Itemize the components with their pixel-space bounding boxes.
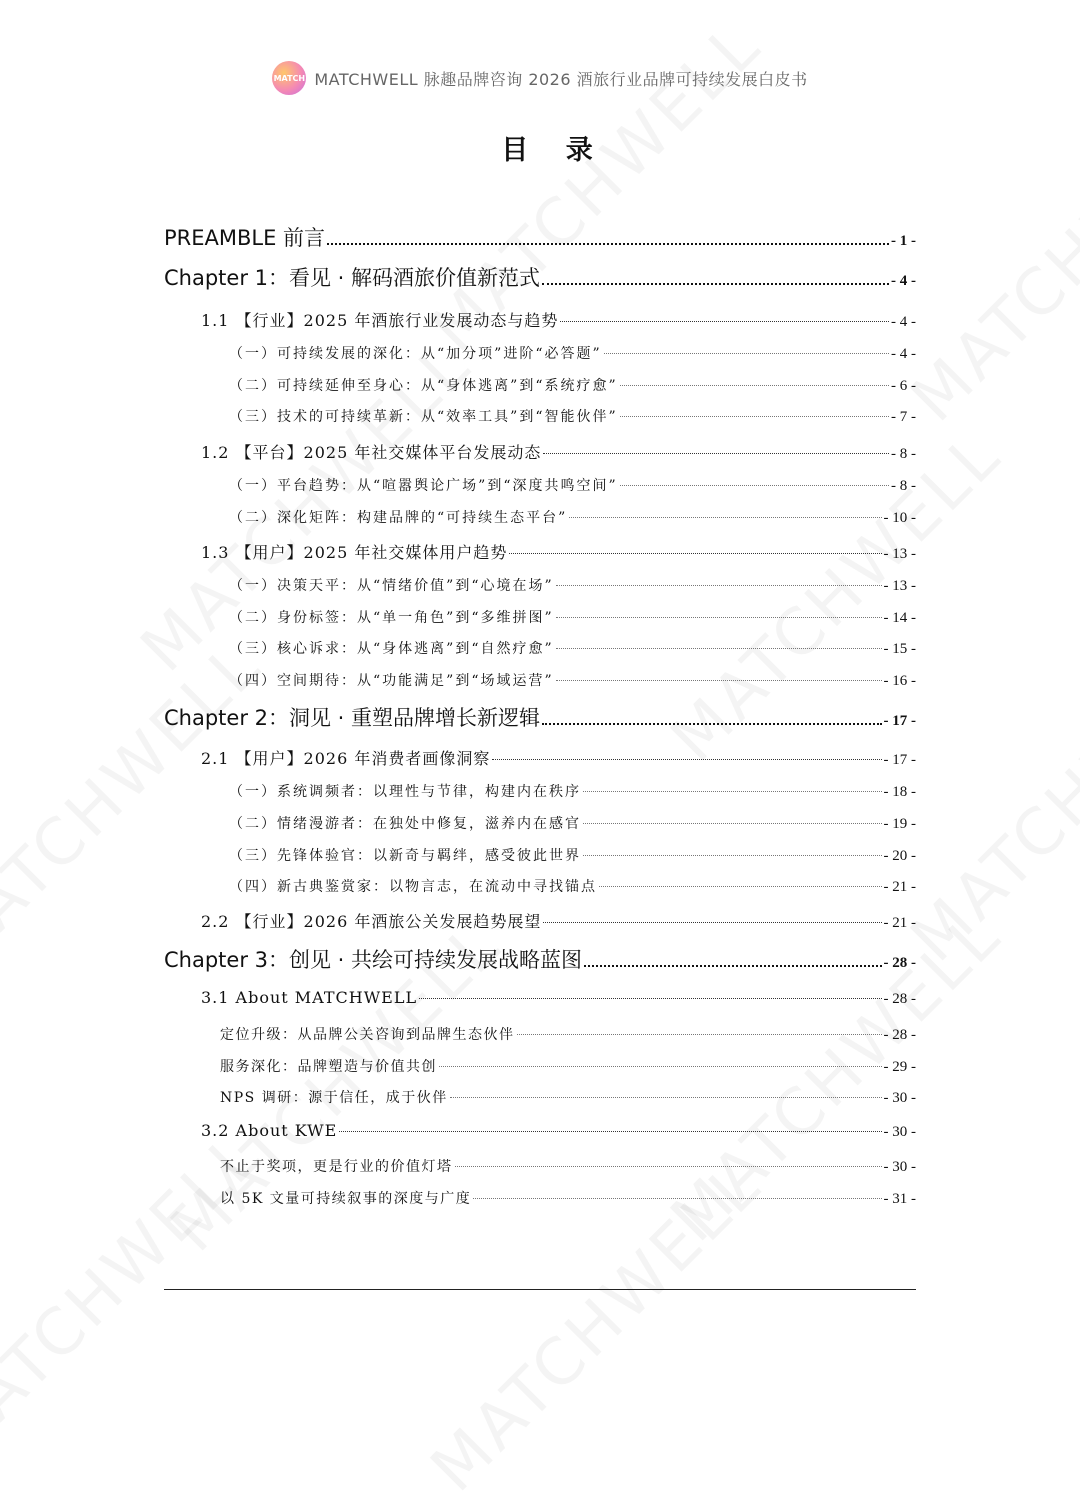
toc-entry-title: （二）可持续延伸至身心：从“身体逃离”到“系统疗愈” xyxy=(229,378,618,394)
toc-entry[interactable] xyxy=(0,1056,916,1076)
toc-entry-title: 1.3 【用户】2025 年社交媒体用户趋势 xyxy=(201,543,508,562)
dot-leader xyxy=(584,964,881,967)
toc-entry-title: （二）身份标签：从“单一角色”到“多维拼图” xyxy=(229,610,554,626)
toc-entry-page-number: - 4 - xyxy=(891,314,916,330)
toc-entry[interactable] xyxy=(0,540,916,563)
toc-entry-page-number: - 7 - xyxy=(891,409,916,425)
toc-entry[interactable] xyxy=(0,909,916,932)
page-title: 目 录 xyxy=(501,135,607,166)
dot-leader xyxy=(583,854,882,856)
toc-entry[interactable] xyxy=(0,813,916,833)
toc-entry-page-number: - 4 - xyxy=(891,273,916,289)
toc-entry[interactable] xyxy=(0,475,916,495)
toc-entry-page-number: - 28 - xyxy=(883,1027,916,1043)
toc-entry[interactable] xyxy=(0,375,916,395)
toc-entry-title: 定位升级：从品牌公关咨询到品牌生态伙伴 xyxy=(220,1027,515,1043)
toc-entry-title: （一）可持续发展的深化：从“加分项”进阶“必答题” xyxy=(229,346,602,362)
toc-entry-page-number: - 8 - xyxy=(891,478,916,494)
toc-entry-title: 2.1 【用户】2026 年消费者画像洞察 xyxy=(201,749,491,768)
toc-entry-title: （一）平台趋势：从“喧嚣舆论广场”到“深度共鸣空间” xyxy=(229,478,618,494)
toc-entry[interactable] xyxy=(0,781,916,801)
toc-entry-title: 1.1 【行业】2025 年酒旅行业发展动态与趋势 xyxy=(201,311,559,330)
toc-entry-page-number: - 15 - xyxy=(883,641,916,657)
toc-entry-page-number: - 17 - xyxy=(883,752,916,768)
toc-entry[interactable] xyxy=(0,1024,916,1044)
toc-entry-page-number: - 1 - xyxy=(891,233,916,249)
toc-entry[interactable] xyxy=(0,638,916,658)
toc-entry-page-number: - 18 - xyxy=(883,784,916,800)
dot-leader xyxy=(327,242,889,245)
toc-entry[interactable] xyxy=(0,702,916,732)
dot-leader xyxy=(620,484,889,486)
dot-leader xyxy=(439,1065,882,1067)
toc-entry-page-number: - 28 - xyxy=(883,955,916,971)
toc-entry-title: （三）技术的可持续革新：从“效率工具”到“智能伙伴” xyxy=(229,409,618,425)
toc-entry-page-number: - 13 - xyxy=(883,546,916,562)
toc-entry[interactable] xyxy=(0,1156,916,1176)
toc-entry-title: （三）先锋体验官：以新奇与羁绊，感受彼此世界 xyxy=(229,848,581,864)
toc-entry-title: NPS 调研：源于信任，成于伙伴 xyxy=(220,1090,448,1106)
toc-entry-page-number: - 13 - xyxy=(883,578,916,594)
dot-leader xyxy=(492,758,881,760)
toc-entry-page-number: - 16 - xyxy=(883,673,916,689)
dot-leader xyxy=(473,1197,881,1199)
toc-entry-title: 服务深化：品牌塑造与价值共创 xyxy=(220,1059,437,1075)
toc-entry[interactable] xyxy=(0,944,916,974)
toc-entry-page-number: - 21 - xyxy=(883,915,916,931)
dot-leader xyxy=(604,352,889,354)
dot-leader xyxy=(419,997,881,999)
toc-entry-title: （四）新古典鉴赏家：以物言志，在流动中寻找锚点 xyxy=(229,879,597,895)
toc-entry-page-number: - 30 - xyxy=(883,1159,916,1175)
toc-entry-title: PREAMBLE 前言 xyxy=(164,226,326,250)
toc-entry[interactable] xyxy=(0,1087,916,1107)
toc-entry-page-number: - 20 - xyxy=(883,848,916,864)
dot-leader xyxy=(620,415,889,417)
toc-entry-title: （二）情绪漫游者：在独处中修复，滋养内在感官 xyxy=(229,816,581,832)
toc-entry-title: Chapter 3：创见 · 共绘可持续发展战略蓝图 xyxy=(164,948,583,972)
toc-entry-page-number: - 17 - xyxy=(883,713,916,729)
toc-entry[interactable] xyxy=(0,406,916,426)
toc-entry-page-number: - 8 - xyxy=(891,446,916,462)
toc-entry-title: 以 5K 文量可持续叙事的深度与广度 xyxy=(220,1191,472,1207)
toc-entry-page-number: - 31 - xyxy=(883,1191,916,1207)
toc-entry[interactable] xyxy=(0,575,916,595)
toc-entry-title: 不止于奖项，更是行业的价值灯塔 xyxy=(220,1159,453,1175)
toc-entry[interactable] xyxy=(0,746,916,769)
dot-leader xyxy=(560,320,889,322)
dot-leader xyxy=(556,647,882,649)
footer-divider xyxy=(164,1289,916,1290)
toc-entry-title: （一）系统调频者：以理性与节律，构建内在秩序 xyxy=(229,784,581,800)
dot-leader xyxy=(556,584,882,586)
dot-leader xyxy=(556,616,882,618)
toc-entry-title: 1.2 【平台】2025 年社交媒体平台发展动态 xyxy=(201,443,542,462)
dot-leader xyxy=(599,885,882,887)
toc-entry-page-number: - 21 - xyxy=(883,879,916,895)
toc-entry-page-number: - 19 - xyxy=(883,816,916,832)
toc-entry[interactable] xyxy=(0,440,916,463)
dot-leader xyxy=(583,790,882,792)
toc-entry-page-number: - 4 - xyxy=(891,346,916,362)
toc-entry[interactable] xyxy=(0,670,916,690)
toc-entry-page-number: - 28 - xyxy=(883,991,916,1007)
page-header xyxy=(0,60,1080,96)
dot-leader xyxy=(569,516,881,518)
toc-entry[interactable] xyxy=(0,845,916,865)
dot-leader xyxy=(542,722,881,725)
toc-entry[interactable] xyxy=(0,988,916,1008)
toc-entry-page-number: - 10 - xyxy=(883,510,916,526)
toc-entry-title: （一）决策天平：从“情绪价值”到“心境在场” xyxy=(229,578,554,594)
dot-leader xyxy=(509,552,881,554)
dot-leader xyxy=(583,822,882,824)
toc-entry-title: （四）空间期待：从“功能满足”到“场域运营” xyxy=(229,673,554,689)
toc-entry[interactable] xyxy=(0,308,916,331)
toc-entry-page-number: - 30 - xyxy=(883,1124,916,1140)
toc-entry-page-number: - 30 - xyxy=(883,1090,916,1106)
toc-entry-title: （二）深化矩阵：构建品牌的“可持续生态平台” xyxy=(229,510,568,526)
toc-entry-title: （三）核心诉求：从“身体逃离”到“自然疗愈” xyxy=(229,641,554,657)
toc-entry-title: 2.2 【行业】2026 年酒旅公关发展趋势展望 xyxy=(201,912,542,931)
toc-entry-title: 3.2 About KWE xyxy=(201,1121,338,1140)
toc-entry[interactable] xyxy=(0,222,916,252)
toc-entry-page-number: - 14 - xyxy=(883,610,916,626)
watermark xyxy=(897,618,1080,977)
dot-leader xyxy=(543,452,889,454)
brand-logo: MATCH xyxy=(272,61,306,95)
dot-leader xyxy=(450,1096,882,1098)
toc-entry-title: 3.1 About MATCHWELL xyxy=(201,988,418,1007)
dot-leader xyxy=(455,1165,882,1167)
toc-entry[interactable] xyxy=(0,262,916,292)
toc-entry-page-number: - 6 - xyxy=(891,378,916,394)
header-text: MATCHWELL 脉趣品牌咨询 2026 酒旅行业品牌可持续发展白皮书 xyxy=(314,69,808,89)
toc-entry-title: Chapter 2：洞见 · 重塑品牌增长新逻辑 xyxy=(164,706,541,730)
toc-entry-title: Chapter 1：看见 · 解码酒旅价值新范式 xyxy=(164,266,541,290)
toc-entry[interactable] xyxy=(0,607,916,627)
dot-leader xyxy=(556,679,882,681)
toc-entry[interactable] xyxy=(0,1188,916,1208)
toc-entry[interactable] xyxy=(0,1121,916,1141)
toc-entry[interactable] xyxy=(0,343,916,363)
toc-entry-page-number: - 29 - xyxy=(883,1059,916,1075)
dot-leader xyxy=(620,384,889,386)
toc-entry[interactable] xyxy=(0,507,916,527)
dot-leader xyxy=(517,1033,882,1035)
dot-leader xyxy=(542,282,889,285)
dot-leader xyxy=(339,1130,881,1132)
toc-entry[interactable] xyxy=(0,876,916,896)
dot-leader xyxy=(543,921,881,923)
